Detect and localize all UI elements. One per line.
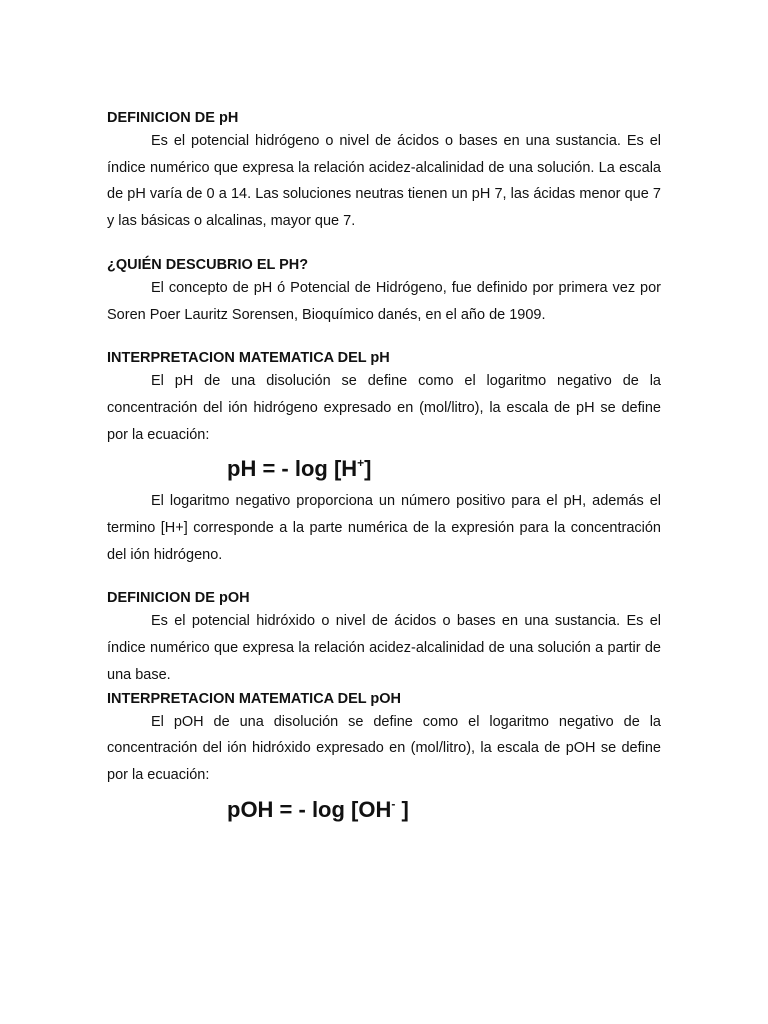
- equation-ph-superscript: +: [357, 456, 365, 471]
- paragraph-ph-math: El pH de una disolución se define como el logaritmo negativo de la concentración del ión hidrógeno expresado en (mol/litro), la escala de pH se define por la ecuación:: [107, 373, 661, 443]
- paragraph-ph-log-explanation: El logaritmo negativo proporciona un número positivo para el pH, además el termino [H+] corresponde a la parte numérica de la expresión para la concentración del ión hidrógeno.: [107, 493, 661, 563]
- document-page: [107, 108, 661, 829]
- heading-ph-math: INTERPRETACION MATEMATICA DEL pH: [107, 350, 390, 367]
- equation-poh: [227, 795, 661, 825]
- paragraph-poh-math: El pOH de una disolución se define como el logaritmo negativo de la concentración del ión hidróxido expresado en (mol/litro), la escala de pOH se define por la ecuación:: [107, 713, 661, 783]
- equation-poh-superscript: -: [391, 796, 396, 811]
- equation-poh-main: pOH = - log [OH: [227, 796, 392, 822]
- equation-ph: [227, 454, 661, 484]
- heading-ph-discoverer: ¿QUIÉN DESCUBRIO EL PH?: [107, 256, 309, 273]
- paragraph-ph-discoverer: El concepto de pH ó Potencial de Hidrógeno, fue definido por primera vez por Soren Poer Lauritz Sorensen, Bioquímico danés, en el año de 1909.: [107, 279, 661, 323]
- heading-poh-math: INTERPRETACION MATEMATICA DEL pOH: [107, 690, 402, 707]
- heading-ph-definition: DEFINICION DE pH: [107, 110, 239, 126]
- paragraph-ph-definition: Es el potencial hidrógeno o nivel de ácidos o bases en una sustancia. Es el índice numérico que expresa la relación acidez-alcalinidad de una solución. La escala de pH varía de 0 a 14. Las soluciones neutras tienen un pH 7, las ácidas menor que 7 y las básicas o alcalinas, mayor que 7.: [107, 133, 661, 230]
- heading-poh-definition: DEFINICION DE pOH: [107, 590, 250, 607]
- equation-ph-main: pH = - log [H: [227, 456, 358, 482]
- equation-ph-close: ]: [364, 456, 372, 482]
- paragraph-poh-definition: Es el potencial hidróxido o nivel de ácidos o bases en una sustancia. Es el índice numérico que expresa la relación acidez-alcalinidad de una solución a partir de una base.: [107, 613, 661, 683]
- equation-poh-close: ]: [395, 796, 409, 822]
